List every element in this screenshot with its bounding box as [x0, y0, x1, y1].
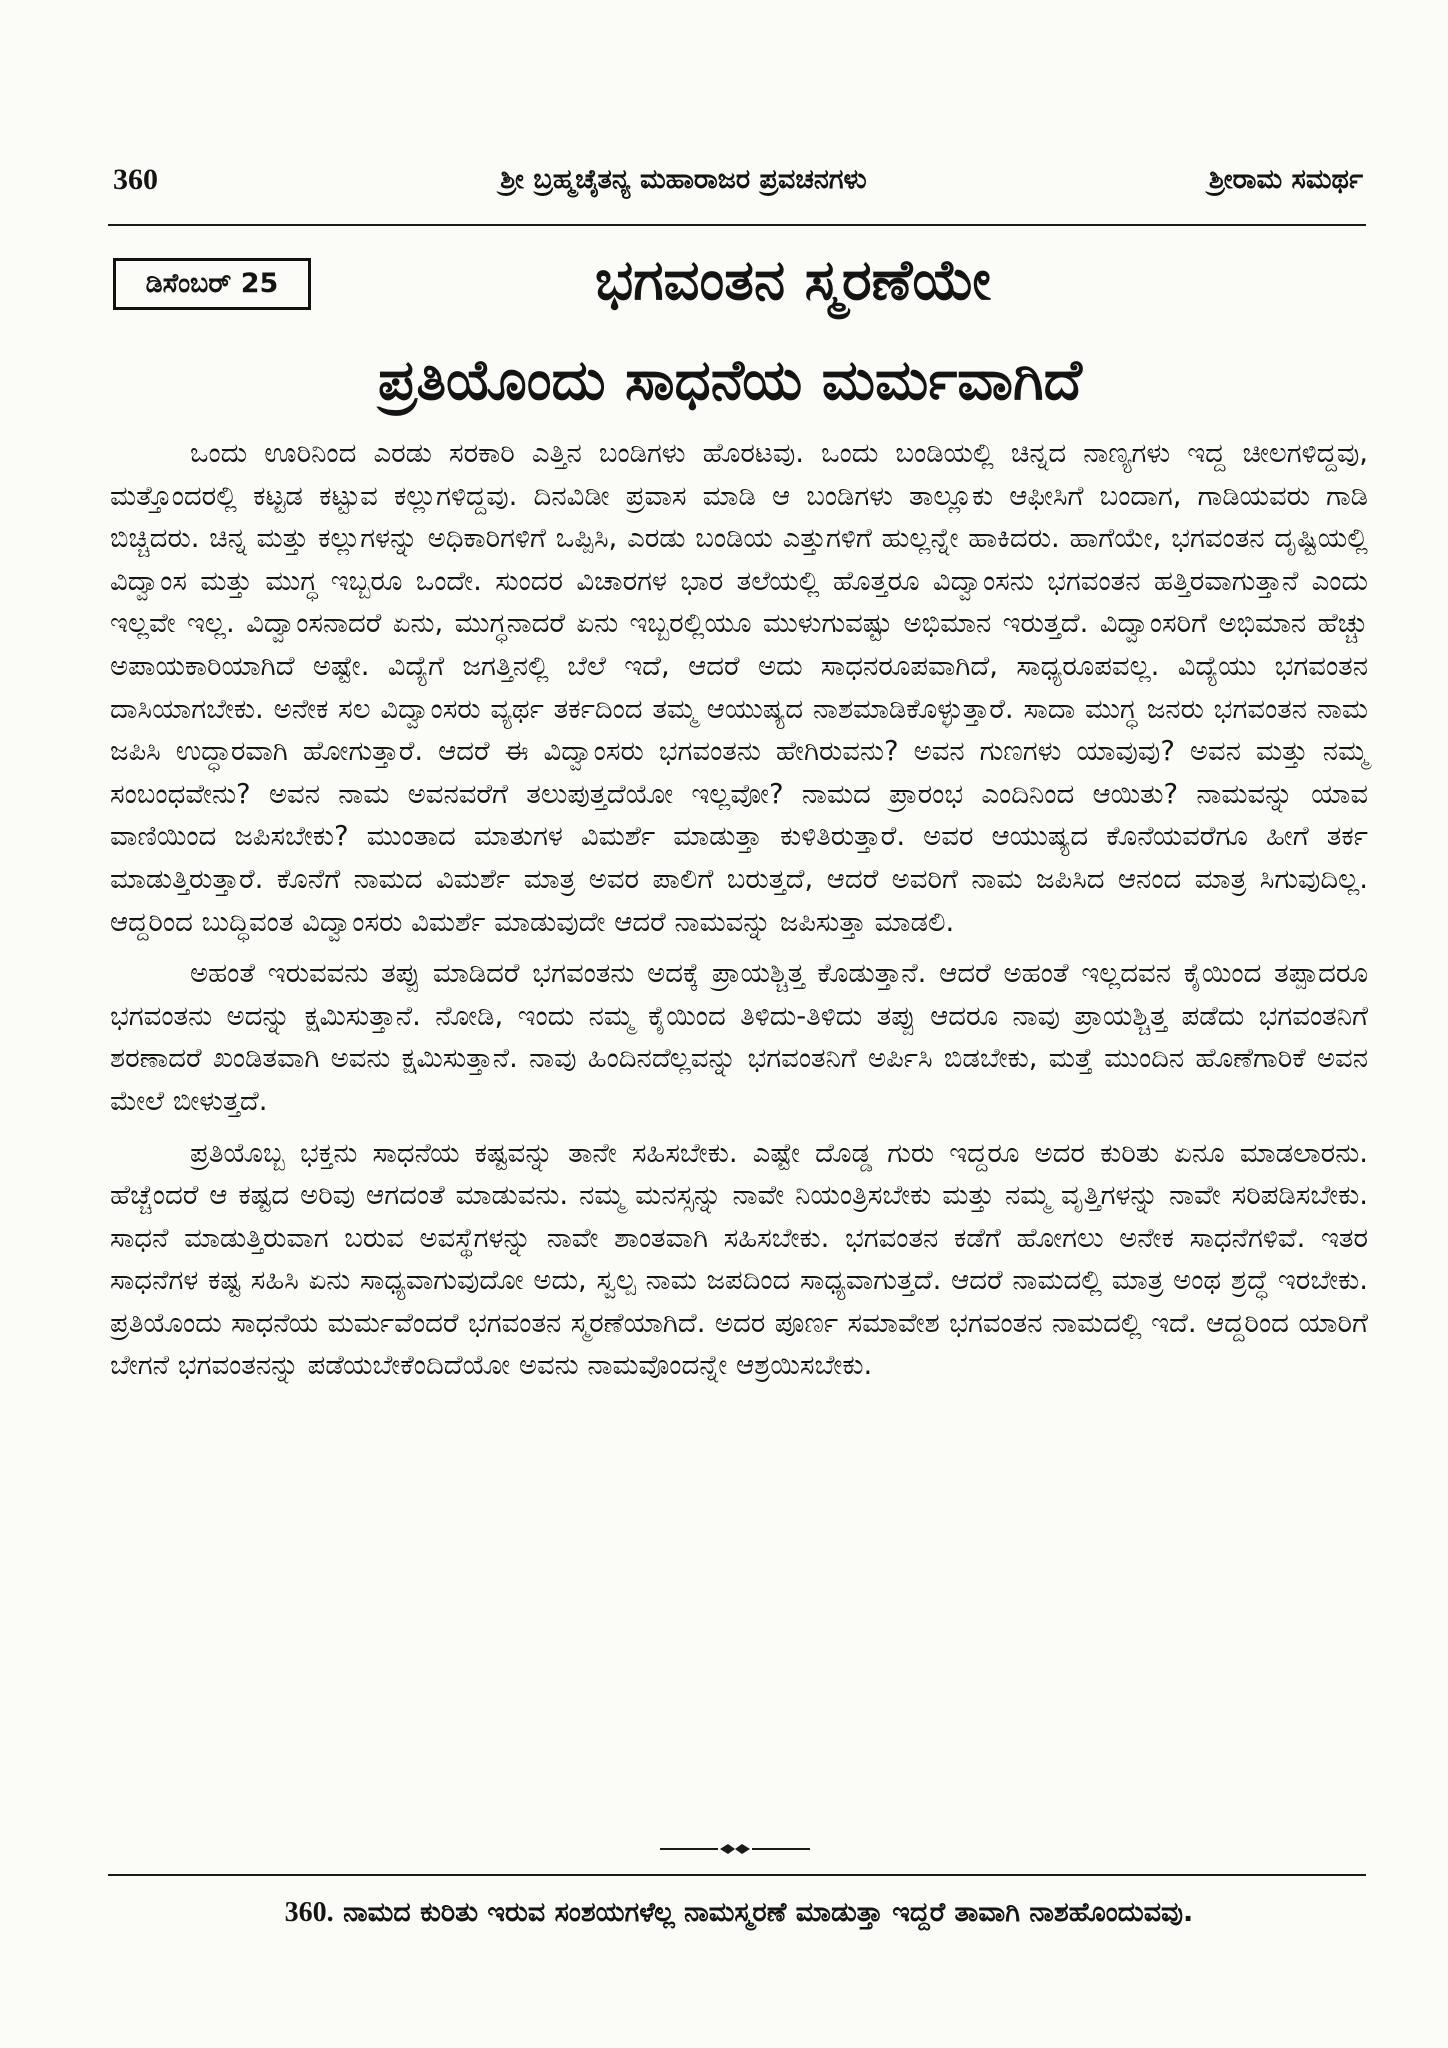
chapter-title-line-2: ಪ್ರತಿಯೊಂದು ಸಾಧನೆಯ ಮರ್ಮವಾಗಿದೆ [378, 348, 1083, 413]
header-right-text: ಶ್ರೀರಾಮ ಸಮರ್ಥ [1208, 164, 1363, 195]
page-number: 360 [113, 163, 158, 196]
footnote [110, 1890, 1368, 1936]
body-text [110, 432, 1368, 1396]
date-box: ಡಿಸೆಂಬರ್ 25 [113, 258, 311, 310]
footnote-number: 360. [284, 1897, 334, 1928]
footnote-rule [108, 1874, 1366, 1876]
paragraph-2: ಅಹಂತೆ ಇರುವವನು ತಪ್ಪು ಮಾಡಿದರೆ ಭಗವಂತನು ಅದಕ್ಕೆ ಪ್ರಾಯಶ್ಚಿತ್ತ ಕೊಡುತ್ತಾನೆ. ಆದರೆ ಅಹಂತೆ ಇಲ್ಲದವನ ಕೈಯಿಂದ ತಪ್ಪಾದರೂ ಭಗವಂತನು ಅದನ್ನು ಕ್ಷಮಿಸುತ್ತಾನೆ. ನೋಡಿ, ಇಂದು ನಮ್ಮ ಕೈಯಿಂದ ತಿಳಿದು-ತಿಳಿದು ತಪ್ಪು ಆದರೂ ನಾವು ಪ್ರಾಯಶ್ಚಿತ್ತ ಪಡೆದು ಭಗವಂತನಿಗೆ ಶರಣಾದರೆ ಖಂಡಿತವಾಗಿ ಅವನು ಕ್ಷಮಿಸುತ್ತಾನೆ. ನಾವು ಹಿಂದಿನದೆಲ್ಲವನ್ನು ಭಗವಂತನಿಗೆ ಅರ್ಪಿಸಿ ಬಿಡಬೇಕು, ಮತ್ತೆ ಮುಂದಿನ ಹೊಣೆಗಾರಿಕೆ ಅವನ ಮೇಲೆ ಬೀಳುತ್ತದೆ. [110, 957, 1368, 1117]
paragraph-3: ಪ್ರತಿಯೊಬ್ಬ ಭಕ್ತನು ಸಾಧನೆಯ ಕಷ್ಟವನ್ನು ತಾನೇ ಸಹಿಸಬೇಕು. ಎಷ್ಟೇ ದೊಡ್ಡ ಗುರು ಇದ್ದರೂ ಅದರ ಕುರಿತು ಏನೂ ಮಾಡಲಾರನು. ಹೆಚ್ಚೆಂದರೆ ಆ ಕಷ್ಟದ ಅರಿವು ಆಗದಂತೆ ಮಾಡುವನು. ನಮ್ಮ ಮನಸ್ಸನ್ನು ನಾವೇ ನಿಯಂತ್ರಿಸಬೇಕು ಮತ್ತು ನಮ್ಮ ವೃತ್ತಿಗಳನ್ನು ನಾವೇ ಸರಿಪಡಿಸಬೇಕು. ಸಾಧನೆ ಮಾಡುತ್ತಿರುವಾಗ ಬರುವ ಅವಸ್ಥೆಗಳನ್ನು ನಾವೇ ಶಾಂತವಾಗಿ ಸಹಿಸಬೇಕು. ಭಗವಂತನ ಕಡೆಗೆ ಹೋಗಲು ಅನೇಕ ಸಾಧನೆಗಳಿವೆ. ಇತರ ಸಾಧನೆಗಳ ಕಷ್ಟ ಸಹಿಸಿ ಏನು ಸಾಧ್ಯವಾಗುವುದೋ ಅದು, ಸ್ವಲ್ಪ ನಾಮ ಜಪದಿಂದ ಸಾಧ್ಯವಾಗುತ್ತದೆ. ಆದರೆ ನಾಮದಲ್ಲಿ ಮಾತ್ರ ಅಂಥ ಶ್ರದ್ಧೆ ಇರಬೇಕು. ಪ್ರತಿಯೊಂದು ಸಾಧನೆಯ ಮರ್ಮವೆಂದರೆ ಭಗವಂತನ ಸ್ಮರಣೆಯಾಗಿದೆ. ಅದರ ಪೂರ್ಣ ಸಮಾವೇಶ ಭಗವಂತನ ನಾಮದಲ್ಲಿ ಇದೆ. ಆದ್ದರಿಂದ ಯಾರಿಗೆ ಬೇಗನೆ ಭಗವಂತನನ್ನು ಪಡೆಯಬೇಕೆಂದಿದೆಯೋ ಅವನು ನಾಮವೊಂದನ್ನೇ ಆಶ್ರಯಿಸಬೇಕು. [110, 1136, 1368, 1382]
paragraph-1: ಒಂದು ಊರಿನಿಂದ ಎರಡು ಸರಕಾರಿ ಎತ್ತಿನ ಬಂಡಿಗಳು ಹೊರಟವು. ಒಂದು ಬಂಡಿಯಲ್ಲಿ ಚಿನ್ನದ ನಾಣ್ಯಗಳು ಇದ್ದ ಚೀಲಗಳಿದ್ದವು, ಮತ್ತೊಂದರಲ್ಲಿ ಕಟ್ಟಡ ಕಟ್ಟುವ ಕಲ್ಲುಗಳಿದ್ದವು. ದಿನವಿಡೀ ಪ್ರವಾಸ ಮಾಡಿ ಆ ಬಂಡಿಗಳು ತಾಲ್ಲೂಕು ಆಫೀಸಿಗೆ ಬಂದಾಗ, ಗಾಡಿಯವರು ಗಾಡಿ ಬಿಚ್ಚಿದರು. ಚಿನ್ನ ಮತ್ತು ಕಲ್ಲುಗಳನ್ನು ಅಧಿಕಾರಿಗಳಿಗೆ ಒಪ್ಪಿಸಿ, ಎರಡು ಬಂಡಿಯ ಎತ್ತುಗಳಿಗೆ ಹುಲ್ಲನ್ನೇ ಹಾಕಿದರು. ಹಾಗೆಯೇ, ಭಗವಂತನ ದೃಷ್ಟಿಯಲ್ಲಿ ವಿದ್ವಾಂಸ ಮತ್ತು ಮುಗ್ಧ ಇಬ್ಬರೂ ಒಂದೇ. ಸುಂದರ ವಿಚಾರಗಳ ಭಾರ ತಲೆಯಲ್ಲಿ ಹೊತ್ತರೂ ವಿದ್ವಾಂಸನು ಭಗವಂತನ ಹತ್ತಿರವಾಗುತ್ತಾನೆ ಎಂದು ಇಲ್ಲವೇ ಇಲ್ಲ. ವಿದ್ವಾಂಸನಾದರೆ ಏನು, ಮುಗ್ಧನಾದರೆ ಏನು ಇಬ್ಬರಲ್ಲಿಯೂ ಮುಳುಗುವಷ್ಟು ಅಭಿಮಾನ ಇರುತ್ತದೆ. ವಿದ್ವಾಂಸರಿಗೆ ಅಭಿಮಾನ ಹೆಚ್ಚು ಅಪಾಯಕಾರಿಯಾಗಿದೆ ಅಷ್ಟೇ. ವಿದ್ಯೆಗೆ ಜಗತ್ತಿನಲ್ಲಿ ಬೆಲೆ ಇದೆ, ಆದರೆ ಅದು ಸಾಧನರೂಪವಾಗಿದೆ, ಸಾಧ್ಯರೂಪವಲ್ಲ. ವಿದ್ಯೆಯು ಭಗವಂತನ ದಾಸಿಯಾಗಬೇಕು. ಅನೇಕ ಸಲ ವಿದ್ವಾಂಸರು ವ್ಯರ್ಥ ತರ್ಕದಿಂದ ತಮ್ಮ ಆಯುಷ್ಯದ ನಾಶಮಾಡಿಕೊಳ್ಳುತ್ತಾರೆ. ಸಾದಾ ಮುಗ್ಧ ಜನರು ಭಗವಂತನ ನಾಮ ಜಪಿಸಿ ಉದ್ಧಾರವಾಗಿ ಹೋಗುತ್ತಾರೆ. ಆದರೆ ಈ ವಿದ್ವಾಂಸರು ಭಗವಂತನು ಹೇಗಿರುವನು? ಅವನ ಗುಣಗಳು ಯಾವುವು? ಅವನ ಮತ್ತು ನಮ್ಮ ಸಂಬಂಧವೇನು? ಅವನ ನಾಮ ಅವನವರೆಗೆ ತಲುಪುತ್ತದೆಯೋ ಇಲ್ಲವೋ? ನಾಮದ ಪ್ರಾರಂಭ ಎಂದಿನಿಂದ ಆಯಿತು? ನಾಮವನ್ನು ಯಾವ ವಾಣಿಯಿಂದ ಜಪಿಸಬೇಕು? ಮುಂತಾದ ಮಾತುಗಳ ವಿಮರ್ಶೆ ಮಾಡುತ್ತಾ ಕುಳಿತಿರುತ್ತಾರೆ. ಅವರ ಆಯುಷ್ಯದ ಕೊನೆಯವರೆಗೂ ಹೀಗೆ ತರ್ಕ ಮಾಡುತ್ತಿರುತ್ತಾರೆ. ಕೊನೆಗೆ ನಾಮದ ವಿಮರ್ಶೆ ಮಾತ್ರ ಅವರ ಪಾಲಿಗೆ ಬರುತ್ತದೆ, ಆದರೆ ಅವರಿಗೆ ನಾಮ ಜಪಿಸಿದ ಆನಂದ ಮಾತ್ರ ಸಿಗುವುದಿಲ್ಲ. ಆದ್ದರಿಂದ ಬುದ್ಧಿವಂತ ವಿದ್ವಾಂಸರು ವಿಮರ್ಶೆ ಮಾಡುವುದೇ ಆದರೆ ನಾಮವನ್ನು ಜಪಿಸುತ್ತಾ ಮಾಡಲಿ. [110, 437, 1368, 938]
book-title: ಶ್ರೀ ಬ್ರಹ್ಮಚೈತನ್ಯ ಮಹಾರಾಜರ ಪ್ರವಚನಗಳು [500, 164, 867, 195]
running-header [113, 158, 1363, 202]
chapter-title-line-1: ಭಗವಂತನ ಸ್ಮರಣೆಯೇ [595, 248, 991, 313]
footnote-text: ನಾಮದ ಕುರಿತು ಇರುವ ಸಂಶಯಗಳೆಲ್ಲ ನಾಮಸ್ಮರಣೆ ಮಾಡುತ್ತಾ ಇದ್ದರೆ ತಾವಾಗಿ ನಾಶಹೊಂದುವವು. [343, 1897, 1194, 1928]
header-rule [108, 224, 1366, 226]
section-end-ornament [660, 1838, 810, 1860]
